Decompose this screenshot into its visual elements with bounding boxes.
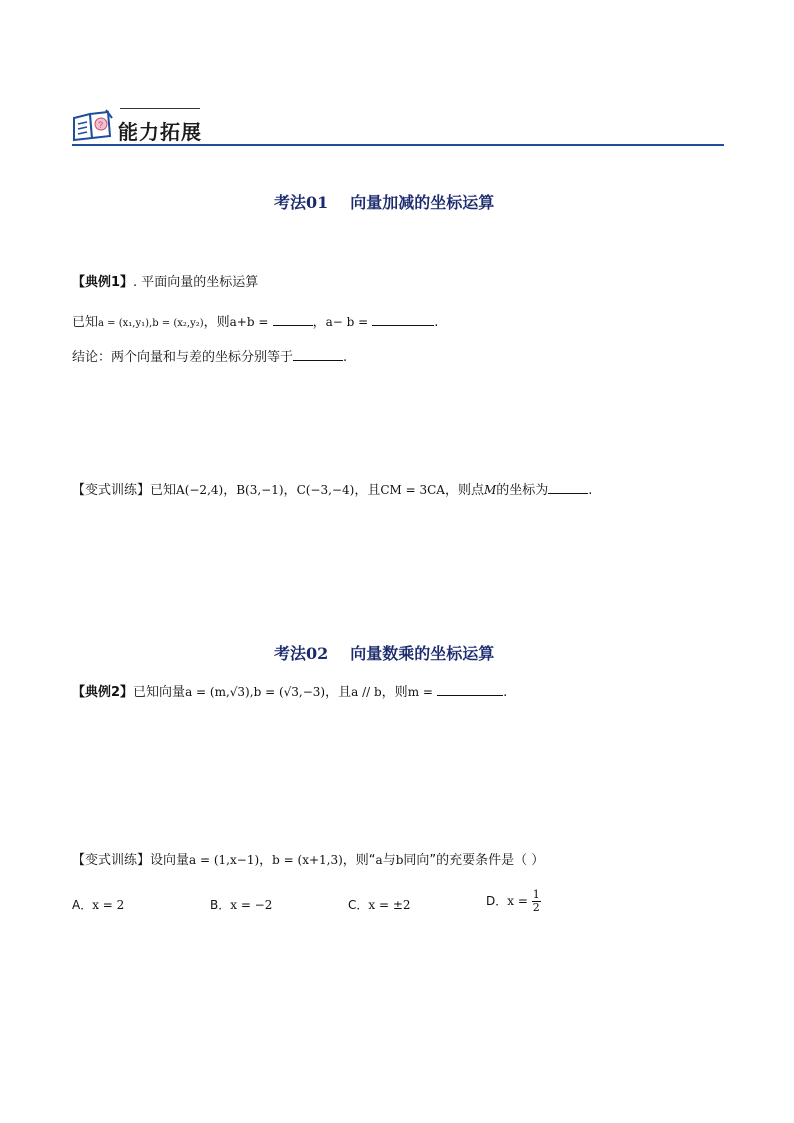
parallel-expr: a // b	[351, 685, 382, 699]
blank-m-coord[interactable]	[548, 480, 588, 494]
option-letter: C．	[348, 898, 369, 912]
book-icon	[70, 108, 114, 144]
variant2-question	[72, 851, 544, 870]
diff-expr: a− b =	[325, 315, 369, 329]
section1-code: 考法01	[274, 193, 329, 212]
comma: ,	[149, 318, 153, 329]
option-a[interactable]	[72, 896, 124, 913]
example1-question	[72, 312, 438, 333]
point-a: A(−2,4)	[176, 483, 224, 497]
vector-b-def: b = (√3,−3)	[253, 685, 326, 699]
example2-question	[72, 682, 507, 702]
option-c[interactable]	[348, 896, 411, 913]
section1-title	[274, 190, 494, 213]
example2-text3: ，则	[381, 685, 408, 700]
blank-m[interactable]	[437, 682, 503, 696]
period: .	[434, 315, 439, 330]
m-expr: m =	[407, 685, 433, 699]
then-text: ，则	[203, 315, 230, 330]
vector-relation: CM = 3CA	[380, 483, 445, 497]
option-expr: x = −2	[230, 898, 273, 912]
period: .	[503, 685, 508, 700]
point-c: C(−3,−4)	[296, 483, 355, 497]
variant2-text3: 同向”的充要条件是（ ）	[403, 853, 545, 868]
header-rule-short	[120, 108, 200, 109]
with-text: 与	[382, 853, 396, 868]
example2-label: 【典例2】	[72, 685, 134, 700]
option-expr: x =	[507, 894, 528, 908]
header-title: 能力拓展	[118, 120, 202, 144]
separator: ，	[283, 483, 297, 498]
fraction-denominator: 2	[532, 901, 540, 914]
option-expr: x = 2	[92, 898, 125, 912]
vector-a-def: a = (x₁,y₁)	[98, 318, 150, 329]
variant1-text2: ，且	[354, 483, 381, 498]
point-m: M	[483, 483, 497, 497]
variant2-text1: 设向量	[150, 853, 190, 868]
variant1-text3: ，则点	[444, 483, 484, 498]
example1-conclusion	[72, 347, 347, 367]
separator: ，	[312, 315, 326, 330]
section2-title	[274, 641, 494, 664]
vector-b-def: b = (x₂,y₂)	[152, 318, 204, 329]
section1-text: 向量加减的坐标运算	[350, 193, 495, 212]
variant1-text1: 已知	[150, 483, 177, 498]
vector-b-def: b = (x+1,3)	[272, 853, 343, 867]
option-letter: B．	[210, 898, 231, 912]
svg-text:?: ?	[98, 120, 104, 130]
option-b[interactable]	[210, 896, 272, 913]
example1-label: 【典例1】	[72, 275, 134, 290]
example2-text1: 已知向量	[133, 685, 186, 700]
example1-heading	[72, 274, 258, 292]
blank-diff[interactable]	[372, 312, 434, 326]
header-rule	[72, 144, 724, 146]
comma: ,	[249, 685, 254, 699]
vector-a-def: a = (m,√3)	[185, 685, 250, 699]
variant2-label: 【变式训练】	[72, 853, 151, 868]
example1-prefix: 已知	[72, 315, 99, 330]
variant1-text4: 的坐标为	[496, 483, 549, 498]
section2-code: 考法02	[274, 644, 329, 663]
separator: ，	[259, 853, 273, 868]
vector-b-symbol: b	[395, 853, 404, 867]
conclusion-text: 结论：两个向量和与差的坐标分别等于	[72, 350, 294, 365]
separator: ，	[223, 483, 237, 498]
period: .	[343, 350, 348, 365]
variant1-question	[72, 480, 592, 500]
example2-text2: ，且	[325, 685, 352, 700]
vector-a-def: a = (1,x−1)	[189, 853, 260, 867]
fraction	[532, 889, 541, 914]
period: .	[588, 483, 593, 498]
option-d[interactable]	[486, 889, 541, 914]
option-letter: A．	[72, 898, 93, 912]
blank-conclusion[interactable]	[293, 347, 343, 361]
point-b: B(3,−1)	[236, 483, 284, 497]
example1-topic: . 平面向量的坐标运算	[133, 275, 259, 290]
section2-text: 向量数乘的坐标运算	[350, 644, 495, 663]
fraction-numerator: 1	[532, 888, 540, 901]
blank-sum[interactable]	[273, 312, 313, 326]
vector-a-symbol: a	[375, 853, 383, 867]
option-expr: x = ±2	[368, 898, 411, 912]
sum-expr: a+b =	[229, 315, 269, 329]
variant1-label: 【变式训练】	[72, 483, 151, 498]
variant2-text2: ，则“	[342, 853, 376, 868]
option-letter: D．	[486, 894, 508, 908]
